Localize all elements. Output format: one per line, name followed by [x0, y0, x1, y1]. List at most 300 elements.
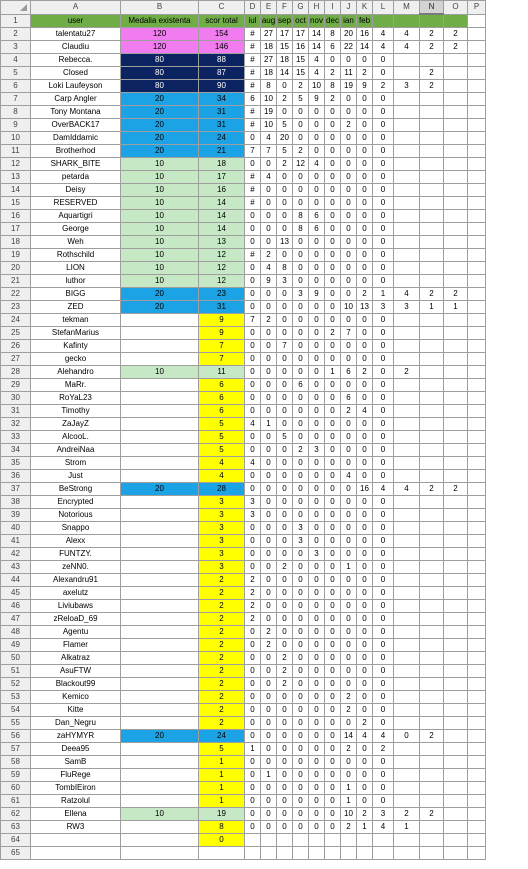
cell[interactable]: [444, 119, 468, 132]
row-header[interactable]: 8: [1, 106, 31, 119]
cell[interactable]: 0: [277, 613, 293, 626]
user-cell[interactable]: AsuFTW: [31, 665, 121, 678]
cell[interactable]: 24: [199, 730, 245, 743]
cell[interactable]: 2: [341, 405, 357, 418]
cell[interactable]: 6: [199, 405, 245, 418]
cell[interactable]: 0: [341, 158, 357, 171]
cell[interactable]: 0: [373, 340, 394, 353]
cell[interactable]: 2: [373, 743, 394, 756]
cell[interactable]: [420, 522, 444, 535]
cell[interactable]: 21: [199, 145, 245, 158]
cell[interactable]: 5: [277, 431, 293, 444]
cell[interactable]: 2: [420, 730, 444, 743]
user-cell[interactable]: ZED: [31, 301, 121, 314]
cell[interactable]: [420, 847, 444, 860]
cell[interactable]: 0: [341, 223, 357, 236]
cell[interactable]: 0: [325, 145, 341, 158]
cell[interactable]: [420, 275, 444, 288]
cell[interactable]: 0: [341, 431, 357, 444]
cell[interactable]: [261, 834, 277, 847]
cell[interactable]: [420, 561, 444, 574]
cell[interactable]: 0: [293, 327, 309, 340]
cell[interactable]: 0: [373, 444, 394, 457]
cell[interactable]: [394, 717, 420, 730]
cell[interactable]: 17: [293, 28, 309, 41]
cell[interactable]: [121, 379, 199, 392]
user-cell[interactable]: Claudiu: [31, 41, 121, 54]
cell[interactable]: 0: [341, 548, 357, 561]
user-cell[interactable]: Deisy: [31, 184, 121, 197]
cell[interactable]: [468, 769, 486, 782]
cell[interactable]: 5: [199, 418, 245, 431]
cell[interactable]: #: [245, 106, 261, 119]
cell[interactable]: [468, 223, 486, 236]
cell[interactable]: 0: [309, 392, 325, 405]
cell[interactable]: [420, 626, 444, 639]
cell[interactable]: 0: [293, 678, 309, 691]
cell[interactable]: 7: [261, 145, 277, 158]
cell[interactable]: [394, 405, 420, 418]
cell[interactable]: [468, 54, 486, 67]
cell[interactable]: 5: [199, 743, 245, 756]
row-header[interactable]: 12: [1, 158, 31, 171]
cell[interactable]: 0: [341, 236, 357, 249]
cell[interactable]: 0: [261, 288, 277, 301]
cell[interactable]: [420, 639, 444, 652]
cell[interactable]: [420, 587, 444, 600]
cell[interactable]: 0: [341, 574, 357, 587]
row-header[interactable]: 62: [1, 808, 31, 821]
cell[interactable]: 0: [277, 210, 293, 223]
cell[interactable]: 0: [373, 509, 394, 522]
cell[interactable]: 0: [325, 483, 341, 496]
cell[interactable]: 0: [261, 236, 277, 249]
cell[interactable]: 0: [261, 392, 277, 405]
cell[interactable]: #: [245, 184, 261, 197]
cell[interactable]: 0: [341, 444, 357, 457]
user-cell[interactable]: petarda: [31, 171, 121, 184]
cell[interactable]: 11: [341, 67, 357, 80]
header-cell[interactable]: Medalia existenta: [121, 14, 199, 28]
cell[interactable]: [468, 496, 486, 509]
cell[interactable]: 0: [261, 782, 277, 795]
cell[interactable]: 0: [325, 392, 341, 405]
cell[interactable]: 0: [325, 314, 341, 327]
cell[interactable]: 23: [199, 288, 245, 301]
cell[interactable]: 0: [357, 743, 373, 756]
cell[interactable]: [121, 847, 199, 860]
cell[interactable]: 14: [309, 28, 325, 41]
cell[interactable]: 2: [199, 613, 245, 626]
cell[interactable]: [121, 470, 199, 483]
cell[interactable]: 4: [373, 28, 394, 41]
cell[interactable]: 0: [309, 314, 325, 327]
cell[interactable]: 3: [199, 496, 245, 509]
cell[interactable]: 14: [341, 730, 357, 743]
cell[interactable]: 0: [373, 314, 394, 327]
column-header-n[interactable]: N: [420, 1, 444, 15]
cell[interactable]: 0: [373, 548, 394, 561]
user-cell[interactable]: Flamer: [31, 639, 121, 652]
column-header-e[interactable]: E: [261, 1, 277, 15]
cell[interactable]: [121, 496, 199, 509]
cell[interactable]: [121, 457, 199, 470]
user-cell[interactable]: Alkatraz: [31, 652, 121, 665]
cell[interactable]: 3: [199, 509, 245, 522]
cell[interactable]: 0: [373, 470, 394, 483]
cell[interactable]: 0: [373, 93, 394, 106]
cell[interactable]: 4: [309, 158, 325, 171]
cell[interactable]: [420, 756, 444, 769]
cell[interactable]: 0: [277, 184, 293, 197]
cell[interactable]: 0: [277, 639, 293, 652]
row-header[interactable]: 7: [1, 93, 31, 106]
cell[interactable]: [394, 522, 420, 535]
cell[interactable]: 0: [309, 262, 325, 275]
cell[interactable]: 0: [309, 574, 325, 587]
cell[interactable]: 0: [277, 405, 293, 418]
cell[interactable]: 34: [199, 93, 245, 106]
cell[interactable]: 0: [325, 353, 341, 366]
cell[interactable]: [121, 704, 199, 717]
cell[interactable]: [121, 691, 199, 704]
cell[interactable]: [420, 457, 444, 470]
cell[interactable]: 0: [341, 210, 357, 223]
column-header-l[interactable]: L: [373, 1, 394, 15]
user-cell[interactable]: BIGG: [31, 288, 121, 301]
cell[interactable]: 2: [373, 80, 394, 93]
cell[interactable]: 0: [261, 795, 277, 808]
row-header[interactable]: 4: [1, 54, 31, 67]
row-header[interactable]: 65: [1, 847, 31, 860]
cell[interactable]: 2: [394, 808, 420, 821]
cell[interactable]: 6: [199, 379, 245, 392]
cell[interactable]: [341, 847, 357, 860]
cell[interactable]: 0: [309, 249, 325, 262]
cell[interactable]: [420, 236, 444, 249]
cell[interactable]: 0: [341, 626, 357, 639]
cell[interactable]: [420, 145, 444, 158]
cell[interactable]: 2: [199, 639, 245, 652]
cell[interactable]: 0: [309, 756, 325, 769]
cell[interactable]: 2: [245, 587, 261, 600]
cell[interactable]: [121, 639, 199, 652]
cell[interactable]: [121, 444, 199, 457]
cell[interactable]: 20: [121, 93, 199, 106]
cell[interactable]: 0: [309, 782, 325, 795]
cell[interactable]: [121, 353, 199, 366]
cell[interactable]: [293, 834, 309, 847]
user-cell[interactable]: FUNTZY.: [31, 548, 121, 561]
cell[interactable]: 0: [277, 691, 293, 704]
cell[interactable]: [394, 639, 420, 652]
cell[interactable]: 0: [293, 132, 309, 145]
cell[interactable]: 2: [199, 717, 245, 730]
cell[interactable]: 15: [293, 67, 309, 80]
cell[interactable]: [121, 652, 199, 665]
cell[interactable]: 0: [309, 561, 325, 574]
cell[interactable]: 4: [341, 470, 357, 483]
cell[interactable]: 0: [245, 652, 261, 665]
cell[interactable]: 10: [341, 808, 357, 821]
cell[interactable]: [468, 639, 486, 652]
user-cell[interactable]: Alehandro: [31, 366, 121, 379]
cell[interactable]: 0: [325, 548, 341, 561]
user-cell[interactable]: SHARK_BITE: [31, 158, 121, 171]
cell[interactable]: [121, 600, 199, 613]
cell[interactable]: [444, 457, 468, 470]
cell[interactable]: 0: [277, 548, 293, 561]
cell[interactable]: 18: [277, 54, 293, 67]
cell[interactable]: 0: [357, 379, 373, 392]
cell[interactable]: 13: [199, 236, 245, 249]
header-cell[interactable]: [373, 14, 394, 28]
column-header-d[interactable]: D: [245, 1, 261, 15]
cell[interactable]: 3: [199, 522, 245, 535]
cell[interactable]: [468, 158, 486, 171]
cell[interactable]: [468, 171, 486, 184]
cell[interactable]: [394, 106, 420, 119]
row-header[interactable]: 36: [1, 470, 31, 483]
cell[interactable]: 0: [245, 158, 261, 171]
cell[interactable]: 8: [199, 821, 245, 834]
row-header[interactable]: 48: [1, 626, 31, 639]
cell[interactable]: 0: [357, 210, 373, 223]
cell[interactable]: [468, 652, 486, 665]
cell[interactable]: 0: [373, 769, 394, 782]
cell[interactable]: 80: [121, 80, 199, 93]
cell[interactable]: 0: [357, 561, 373, 574]
cell[interactable]: [444, 756, 468, 769]
row-header[interactable]: 64: [1, 834, 31, 847]
cell[interactable]: [468, 93, 486, 106]
user-cell[interactable]: Rebecca.: [31, 54, 121, 67]
cell[interactable]: [394, 509, 420, 522]
cell[interactable]: 0: [341, 483, 357, 496]
cell[interactable]: 0: [325, 613, 341, 626]
cell[interactable]: 2: [357, 67, 373, 80]
cell[interactable]: [420, 106, 444, 119]
cell[interactable]: 3: [199, 548, 245, 561]
cell[interactable]: 4: [357, 730, 373, 743]
cell[interactable]: [420, 613, 444, 626]
cell[interactable]: [420, 795, 444, 808]
cell[interactable]: 0: [341, 184, 357, 197]
cell[interactable]: #: [245, 67, 261, 80]
row-header[interactable]: 18: [1, 236, 31, 249]
cell[interactable]: 0: [293, 392, 309, 405]
cell[interactable]: 120: [121, 28, 199, 41]
row-header[interactable]: 13: [1, 171, 31, 184]
user-cell[interactable]: Timothy: [31, 405, 121, 418]
cell[interactable]: [420, 834, 444, 847]
column-header-i[interactable]: I: [325, 1, 341, 15]
cell[interactable]: [394, 223, 420, 236]
cell[interactable]: [394, 132, 420, 145]
cell[interactable]: [121, 743, 199, 756]
cell[interactable]: 2: [261, 639, 277, 652]
cell[interactable]: [420, 158, 444, 171]
cell[interactable]: 0: [277, 821, 293, 834]
cell[interactable]: [277, 834, 293, 847]
cell[interactable]: 0: [373, 223, 394, 236]
cell[interactable]: 16: [357, 483, 373, 496]
cell[interactable]: 0: [373, 119, 394, 132]
cell[interactable]: 0: [373, 54, 394, 67]
header-cell[interactable]: [468, 14, 486, 28]
cell[interactable]: 0: [309, 613, 325, 626]
cell[interactable]: 0: [245, 821, 261, 834]
cell[interactable]: 0: [394, 730, 420, 743]
cell[interactable]: [444, 600, 468, 613]
cell[interactable]: 0: [357, 470, 373, 483]
cell[interactable]: 0: [357, 249, 373, 262]
cell[interactable]: [357, 834, 373, 847]
cell[interactable]: [468, 821, 486, 834]
cell[interactable]: 0: [277, 249, 293, 262]
row-header[interactable]: 59: [1, 769, 31, 782]
cell[interactable]: 0: [357, 327, 373, 340]
column-header-f[interactable]: F: [277, 1, 293, 15]
cell[interactable]: [444, 522, 468, 535]
cell[interactable]: 0: [277, 379, 293, 392]
cell[interactable]: 0: [245, 262, 261, 275]
cell[interactable]: 8: [277, 262, 293, 275]
cell[interactable]: 2: [261, 314, 277, 327]
cell[interactable]: 0: [309, 535, 325, 548]
cell[interactable]: 0: [373, 535, 394, 548]
cell[interactable]: 0: [261, 184, 277, 197]
cell[interactable]: [444, 106, 468, 119]
cell[interactable]: 0: [245, 691, 261, 704]
row-header[interactable]: 58: [1, 756, 31, 769]
cell[interactable]: 0: [341, 314, 357, 327]
cell[interactable]: 0: [309, 327, 325, 340]
cell[interactable]: #: [245, 171, 261, 184]
cell[interactable]: 0: [325, 821, 341, 834]
cell[interactable]: 0: [357, 548, 373, 561]
cell[interactable]: 0: [261, 444, 277, 457]
cell[interactable]: 0: [261, 704, 277, 717]
cell[interactable]: 0: [341, 106, 357, 119]
user-cell[interactable]: Tony Montana: [31, 106, 121, 119]
row-header[interactable]: 20: [1, 262, 31, 275]
cell[interactable]: 19: [199, 808, 245, 821]
cell[interactable]: [420, 470, 444, 483]
cell[interactable]: [394, 613, 420, 626]
cell[interactable]: 2: [293, 80, 309, 93]
user-cell[interactable]: FluRege: [31, 769, 121, 782]
user-cell[interactable]: DamIddamic: [31, 132, 121, 145]
row-header[interactable]: 26: [1, 340, 31, 353]
cell[interactable]: 0: [325, 652, 341, 665]
cell[interactable]: [444, 171, 468, 184]
row-header[interactable]: 14: [1, 184, 31, 197]
row-header[interactable]: 34: [1, 444, 31, 457]
cell[interactable]: [420, 210, 444, 223]
cell[interactable]: 0: [325, 639, 341, 652]
cell[interactable]: 0: [373, 691, 394, 704]
cell[interactable]: 2: [261, 626, 277, 639]
user-cell[interactable]: Alexandru91: [31, 574, 121, 587]
cell[interactable]: 0: [293, 483, 309, 496]
user-cell[interactable]: Alexx: [31, 535, 121, 548]
cell[interactable]: [121, 314, 199, 327]
cell[interactable]: 0: [245, 808, 261, 821]
column-header-h[interactable]: H: [309, 1, 325, 15]
row-header[interactable]: 45: [1, 587, 31, 600]
cell[interactable]: [394, 834, 420, 847]
cell[interactable]: 0: [309, 145, 325, 158]
cell[interactable]: 0: [261, 522, 277, 535]
cell[interactable]: 0: [325, 561, 341, 574]
cell[interactable]: 1: [341, 782, 357, 795]
cell[interactable]: 0: [277, 769, 293, 782]
header-cell[interactable]: [394, 14, 420, 28]
cell[interactable]: 17: [199, 171, 245, 184]
cell[interactable]: 1: [444, 301, 468, 314]
cell[interactable]: 0: [325, 626, 341, 639]
cell[interactable]: [444, 54, 468, 67]
cell[interactable]: [420, 171, 444, 184]
cell[interactable]: 3: [394, 80, 420, 93]
column-header-a[interactable]: A: [31, 1, 121, 15]
cell[interactable]: 0: [309, 366, 325, 379]
cell[interactable]: 0: [357, 496, 373, 509]
cell[interactable]: 0: [277, 223, 293, 236]
header-cell[interactable]: ian: [341, 14, 357, 28]
cell[interactable]: 5: [199, 431, 245, 444]
cell[interactable]: 0: [357, 704, 373, 717]
cell[interactable]: 2: [199, 678, 245, 691]
cell[interactable]: 0: [293, 249, 309, 262]
cell[interactable]: 0: [261, 717, 277, 730]
cell[interactable]: 0: [293, 405, 309, 418]
cell[interactable]: [444, 80, 468, 93]
cell[interactable]: 0: [245, 275, 261, 288]
cell[interactable]: 0: [341, 496, 357, 509]
cell[interactable]: [444, 327, 468, 340]
cell[interactable]: [325, 847, 341, 860]
cell[interactable]: [468, 470, 486, 483]
cell[interactable]: [444, 366, 468, 379]
cell[interactable]: 0: [341, 665, 357, 678]
cell[interactable]: 0: [357, 158, 373, 171]
cell[interactable]: 15: [293, 54, 309, 67]
cell[interactable]: 0: [309, 470, 325, 483]
cell[interactable]: [444, 795, 468, 808]
user-cell[interactable]: Kitte: [31, 704, 121, 717]
cell[interactable]: 0: [245, 626, 261, 639]
cell[interactable]: 0: [261, 301, 277, 314]
cell[interactable]: 0: [309, 730, 325, 743]
cell[interactable]: 0: [373, 652, 394, 665]
cell[interactable]: 120: [121, 41, 199, 54]
cell[interactable]: [394, 652, 420, 665]
cell[interactable]: 3: [309, 548, 325, 561]
cell[interactable]: 0: [293, 665, 309, 678]
row-header[interactable]: 39: [1, 509, 31, 522]
cell[interactable]: [394, 587, 420, 600]
cell[interactable]: 2: [199, 587, 245, 600]
cell[interactable]: 1: [341, 561, 357, 574]
cell[interactable]: 0: [277, 392, 293, 405]
cell[interactable]: 0: [357, 184, 373, 197]
cell[interactable]: 0: [245, 522, 261, 535]
cell[interactable]: 0: [309, 340, 325, 353]
cell[interactable]: 0: [341, 522, 357, 535]
cell[interactable]: [444, 613, 468, 626]
